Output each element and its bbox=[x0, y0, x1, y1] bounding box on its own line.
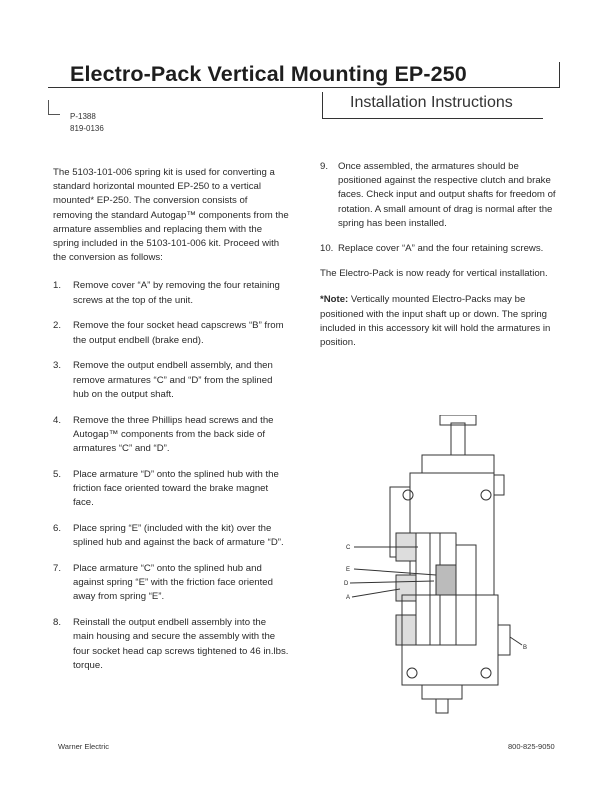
label-b: B bbox=[523, 645, 528, 651]
step-number: 5. bbox=[53, 468, 62, 480]
note-label: *Note: bbox=[320, 294, 349, 306]
step-text: Replace cover “A” and the four retaining screws. bbox=[338, 243, 544, 255]
bearing-upper-left bbox=[403, 490, 413, 500]
cross-section-drawing bbox=[340, 415, 555, 715]
step-text: Remove the three Phillips head screws and the Autogap™ components from the back side of armatures “C” and “D”. bbox=[73, 414, 274, 455]
bearing-lower-right bbox=[481, 668, 491, 678]
coil-mid bbox=[396, 575, 416, 601]
step-number: 2. bbox=[53, 320, 62, 332]
step-number: 8. bbox=[53, 617, 62, 629]
output-shaft bbox=[436, 699, 448, 713]
step-item bbox=[53, 468, 289, 511]
input-shaft bbox=[451, 423, 465, 455]
step-item bbox=[53, 522, 289, 550]
step-number: 10. bbox=[320, 243, 334, 255]
step-item bbox=[320, 242, 560, 256]
footer-phone: 800-825-9050 bbox=[508, 742, 555, 751]
step-text: Remove the four socket head capscrews “B” from the output endbell (brake end). bbox=[73, 320, 284, 346]
margin-tick-foot bbox=[48, 114, 60, 115]
leader-line-a bbox=[352, 589, 400, 597]
spring-block bbox=[436, 565, 456, 595]
intro-paragraph: The 5103-101-006 spring kit is used for converting a standard horizontal mounted EP-250 to a vertical mounted* EP-250. The conversion consists of removing the standard Autogap™ components from the armature assemblies and replacing them with the spring included in the 5103-101-006 kit. Proceed with the conversion as follows: bbox=[53, 167, 289, 264]
part-numbers bbox=[70, 111, 104, 135]
step-item bbox=[53, 319, 289, 347]
ready-paragraph: The Electro-Pack is now ready for vertical installation. bbox=[320, 268, 548, 280]
title-rule bbox=[48, 87, 559, 88]
doc-number: 819-0136 bbox=[70, 124, 104, 133]
step-text: Reinstall the output endbell assembly into the main housing and secure the assembly with the four socket head cap screws tightened to 46 in.lbs. torque. bbox=[73, 617, 289, 671]
left-column bbox=[53, 166, 289, 685]
title-rule-end bbox=[559, 62, 560, 88]
leader-line-d bbox=[350, 581, 434, 583]
step-text: Once assembled, the armatures should be positioned against the respective clutch and brake faces. Check input and output shafts for freedom of rotation. A small amount of drag is normal after the spring has been installed. bbox=[338, 161, 556, 229]
note-text: Vertically mounted Electro-Packs may be positioned with the input shaft up or down. The spring included in this accessory kit will hold the armatures in position. bbox=[320, 294, 551, 349]
label-c: C bbox=[346, 545, 351, 551]
step-item bbox=[53, 279, 289, 307]
document-subtitle: Installation Instructions bbox=[350, 94, 513, 111]
output-endbell bbox=[422, 685, 462, 699]
step-number: 3. bbox=[53, 360, 62, 372]
step-number: 1. bbox=[53, 280, 62, 292]
step-item bbox=[320, 160, 560, 231]
step-number: 4. bbox=[53, 414, 62, 426]
label-d: D bbox=[344, 581, 349, 587]
label-a: A bbox=[346, 595, 351, 601]
cross-section-diagram bbox=[340, 415, 555, 720]
step-number: 7. bbox=[53, 563, 62, 575]
coil-lower bbox=[396, 615, 416, 645]
leader-line-b bbox=[510, 637, 522, 645]
step-number: 9. bbox=[320, 161, 329, 172]
step-item bbox=[53, 562, 289, 605]
step-number: 6. bbox=[53, 523, 62, 535]
label-e: E bbox=[346, 567, 351, 573]
leader-line-e bbox=[354, 569, 436, 575]
right-column bbox=[320, 160, 560, 362]
side-boss-lower bbox=[498, 625, 510, 655]
margin-tick bbox=[48, 100, 49, 114]
note-paragraph bbox=[320, 293, 560, 350]
upper-housing bbox=[422, 455, 494, 473]
bearing-lower-left bbox=[407, 668, 417, 678]
step-item bbox=[53, 616, 289, 673]
step-text: Place armature “D” onto the splined hub with the friction face oriented toward the brake magnet face. bbox=[73, 468, 279, 509]
step-item bbox=[53, 359, 289, 402]
step-text: Place armature “C” onto the splined hub and against spring “E” with the friction face oriented away from spring “E”. bbox=[73, 563, 273, 603]
step-item bbox=[53, 414, 289, 457]
bearing-upper-right bbox=[481, 490, 491, 500]
step-text: Place spring “E” (included with the kit) over the splined hub and against the back of armature “D”. bbox=[73, 523, 284, 549]
step-text: Remove cover “A” by removing the four retaining screws at the top of the unit. bbox=[73, 280, 280, 306]
part-number: P-1388 bbox=[70, 112, 96, 121]
side-boss-upper bbox=[494, 475, 504, 495]
footer-company: Warner Electric bbox=[58, 742, 109, 751]
document-title: Electro-Pack Vertical Mounting EP-250 bbox=[70, 62, 467, 86]
step-text: Remove the output endbell assembly, and then remove armatures “C” and “D” from the splined hub on the output shaft. bbox=[73, 360, 273, 400]
